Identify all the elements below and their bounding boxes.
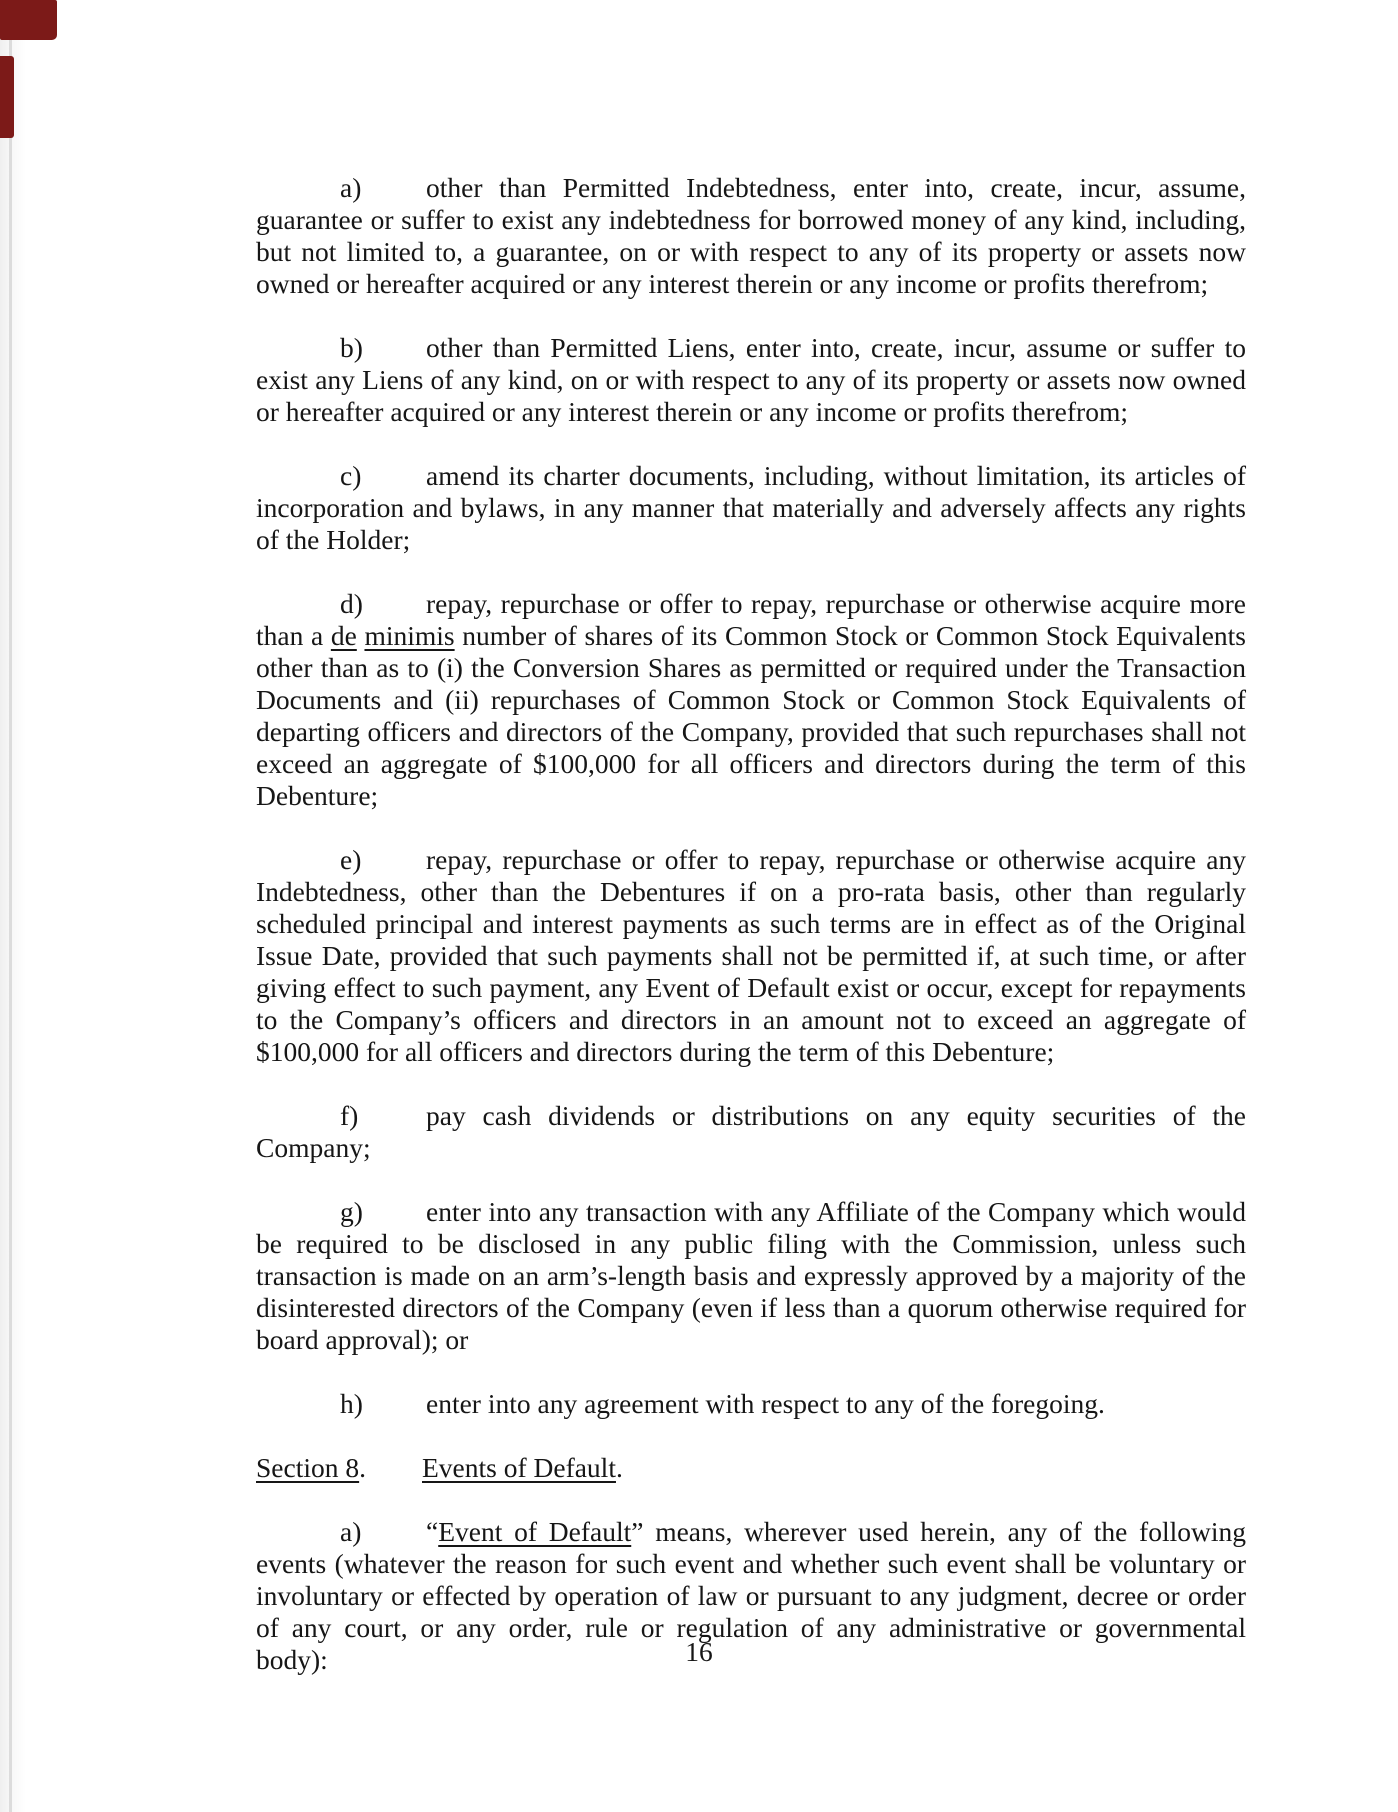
paragraph-f-text: pay cash dividends or distributions on any equity securities of the Company;	[256, 1100, 1246, 1163]
paragraph-h	[256, 1388, 1246, 1420]
section-8-number: Section 8	[256, 1452, 360, 1483]
paragraph-d-text-before: repay, repurchase or offer to repay, repurchase or otherwise acquire more than a	[256, 588, 1246, 651]
section-8-title: Events of Default	[422, 1452, 616, 1483]
red-corner-scan-mark	[0, 0, 57, 40]
paragraph-d-label: d)	[340, 588, 363, 619]
scan-edge-line	[9, 0, 12, 1812]
paragraph-b-text: other than Permitted Liens, enter into, create, incur, assume or suffer to exist any Liens of any kind, on or with respect to any of its property or assets now owned or hereafter acquired or any interest therein or any income or profits therefrom;	[256, 332, 1246, 427]
paragraph-c-text: amend its charter documents, including, without limitation, its articles of incorporation and bylaws, in any manner that materially and adversely affects any rights of the Holder;	[256, 460, 1246, 555]
red-edge-scan-mark	[0, 56, 14, 138]
paragraph-d-underlined-de: de	[330, 620, 357, 651]
section-8-title-period: .	[615, 1452, 623, 1483]
event-of-default-underlined: Event of Default	[438, 1516, 632, 1547]
paragraph-b	[256, 332, 1246, 428]
paragraph-g-label: g)	[340, 1196, 363, 1227]
section-8-number-period: .	[359, 1452, 366, 1483]
document-body	[256, 172, 1246, 1708]
paragraph-d-underlined-minimis: minimis	[364, 620, 455, 651]
paragraph-h-label: h)	[340, 1388, 363, 1419]
paragraph-e	[256, 844, 1246, 1068]
paragraph-e-text: repay, repurchase or offer to repay, repurchase or otherwise acquire any Indebtedness, other than the Debentures if on a pro-rata basis, other than regularly scheduled principal and interest payments as such terms are in effect as of the Original Issue Date, provided that such payments shall not be permitted if, at such time, or after giving effect to such payment, any Event of Default exist or occur, except for repayments to the Company’s officers and directors in an amount not to exceed an aggregate of $100,000 for all officers and directors during the term of this Debenture;	[256, 844, 1246, 1067]
paragraph-h-text: enter into any agreement with respect to any of the foregoing.	[426, 1388, 1105, 1419]
paragraph-f	[256, 1100, 1246, 1164]
paragraph-event-of-default-label: a)	[340, 1516, 362, 1547]
scan-edge-shading	[0, 0, 26, 1812]
paragraph-g-text: enter into any transaction with any Affiliate of the Company which would be required to be disclosed in any public filing with the Commission, unless such transaction is made on an arm’s-length basis and expressly approved by a majority of the disinterested directors of the Company (even if less than a quorum otherwise required for board approval); or	[256, 1196, 1246, 1355]
paragraph-d	[256, 588, 1246, 812]
open-quote: “	[426, 1516, 439, 1547]
paragraph-c-label: c)	[340, 460, 362, 491]
paragraph-f-label: f)	[340, 1100, 359, 1131]
paragraph-a-label: a)	[340, 172, 362, 203]
paragraph-b-label: b)	[340, 332, 363, 363]
page-number: 16	[685, 1636, 713, 1667]
section-8-heading	[256, 1452, 1246, 1484]
paragraph-g	[256, 1196, 1246, 1356]
paragraph-e-label: e)	[340, 844, 362, 875]
paragraph-c	[256, 460, 1246, 556]
paragraph-a	[256, 172, 1246, 300]
paragraph-event-of-default-text: ” means, wherever used herein, any of the following events (whatever the reason for such event and whether such event shall be voluntary or involuntary or effected by operation of law or pursuant to any judgment, decree or order of any court, or any order, rule or regulation of any administrative or governmental body):	[256, 1516, 1246, 1675]
paragraph-d-text-after: number of shares of its Common Stock or Common Stock Equivalents other than as to (i) the Conversion Shares as permitted or required under the Transaction Documents and (ii) repurchases of Common Stock or Common Stock Equivalents of departing officers and directors of the Company, provided that such repurchases shall not exceed an aggregate of $100,000 for all officers and directors during the term of this Debenture;	[256, 620, 1247, 811]
paragraph-a-text: other than Permitted Indebtedness, enter into, create, incur, assume, guarantee or suffer to exist any indebtedness for borrowed money of any kind, including, but not limited to, a guarantee, on or with respect to any of its property or assets now owned or hereafter acquired or any interest therein or any income or profits therefrom;	[256, 172, 1246, 299]
